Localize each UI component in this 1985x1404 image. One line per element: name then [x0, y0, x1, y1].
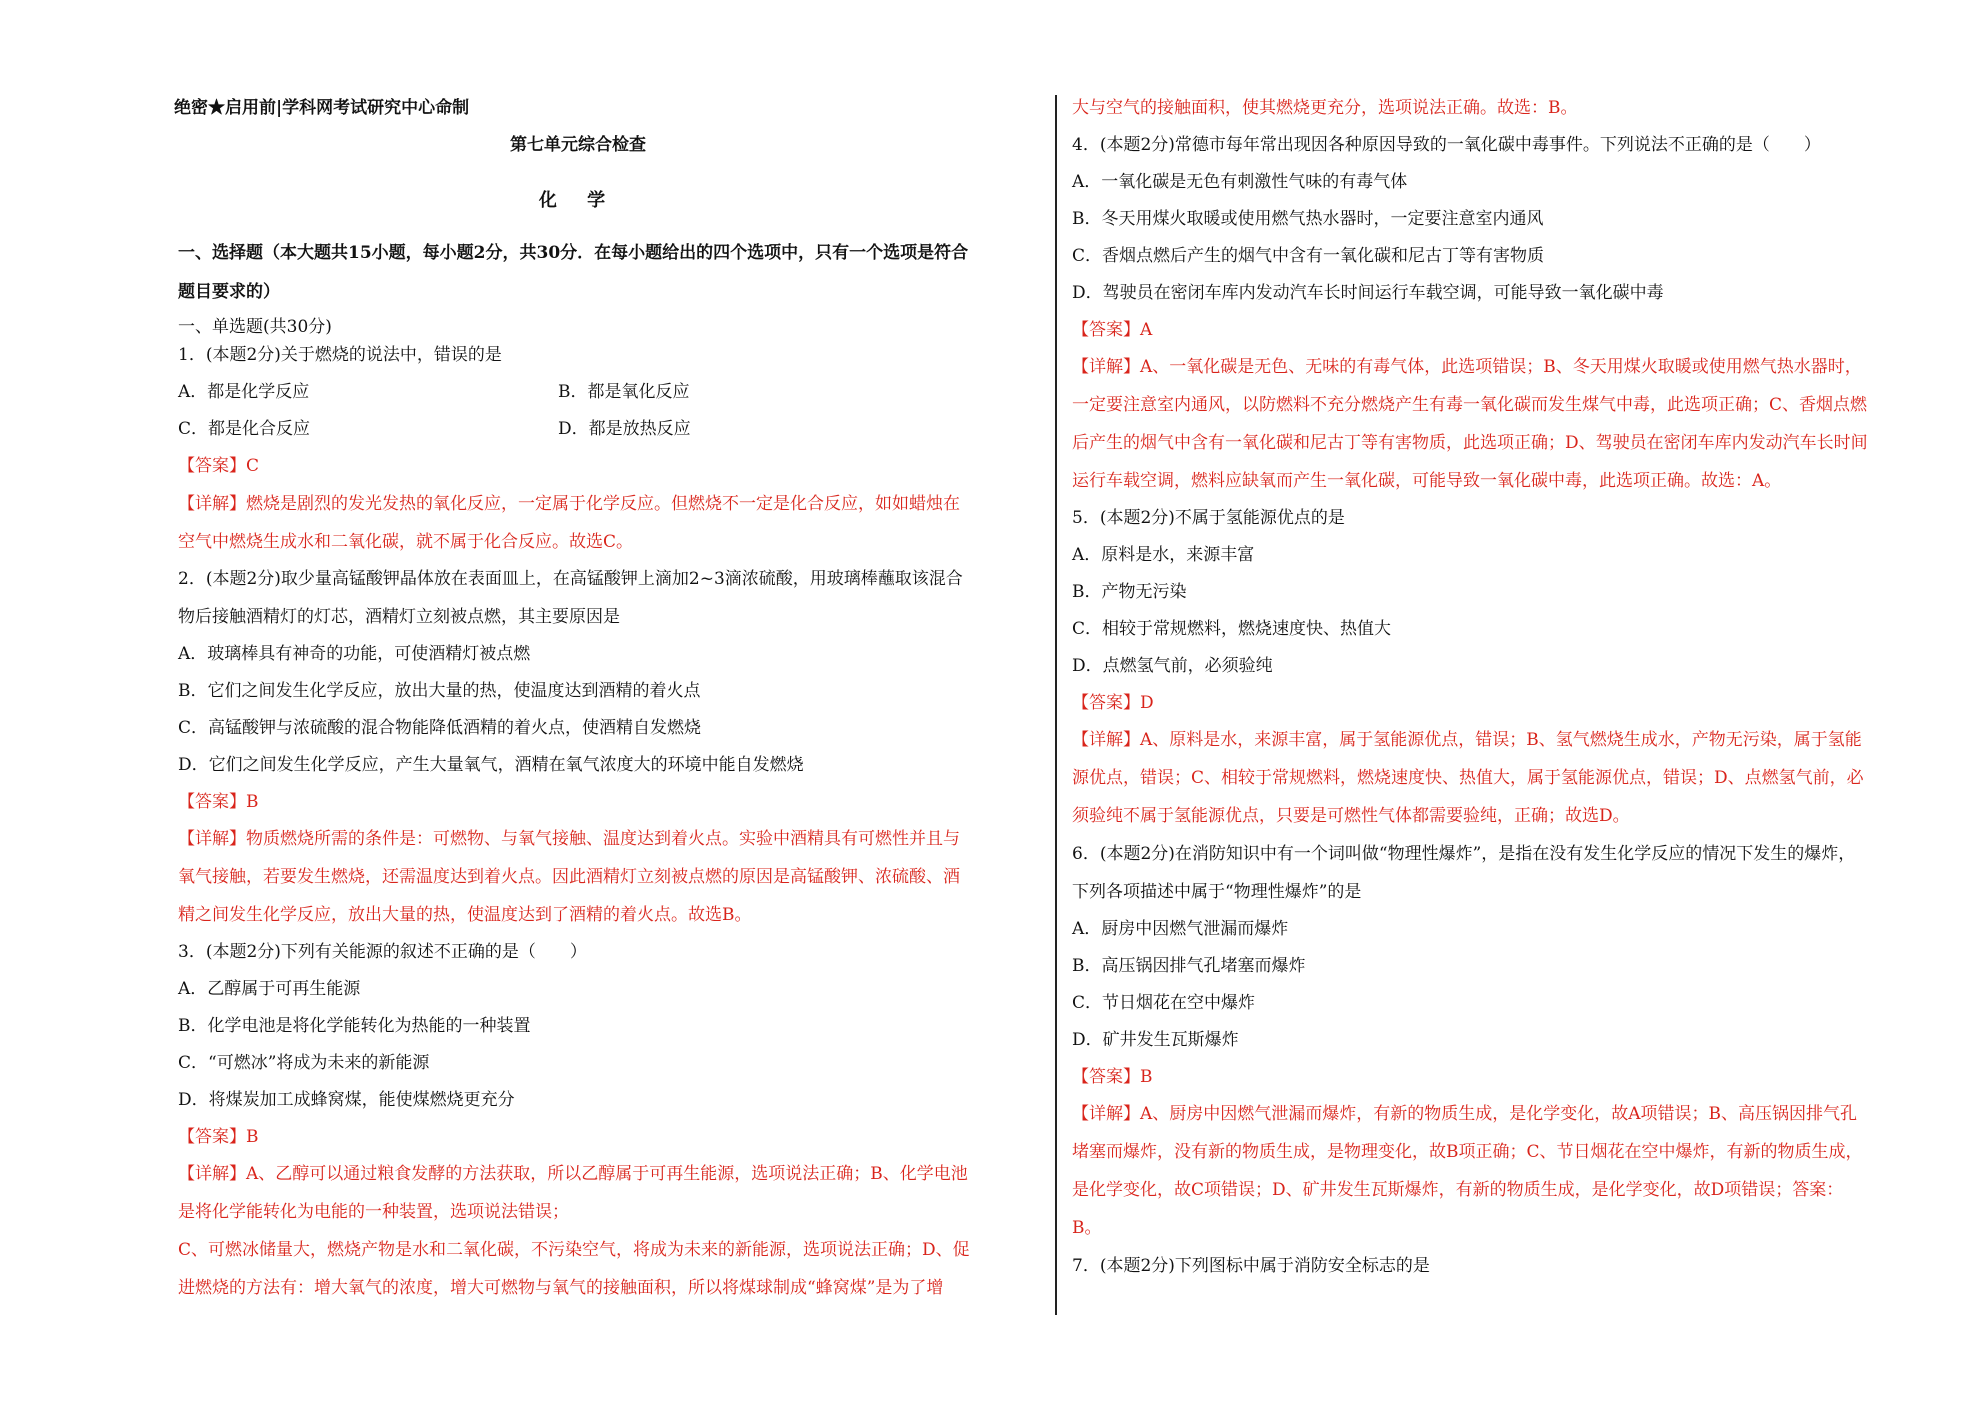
q2-stem-line1: 2．(本题2分)取少量高锰酸钾晶体放在表面皿上，在高锰酸钾上滴加2~3滴浓硫酸，用玻璃棒蘸取该混合: [178, 569, 963, 589]
q1-option-a: A．都是化学反应: [178, 382, 310, 402]
q4-detail-line2: 一定要注意室内通风，以防燃料不充分燃烧产生有毒一氧化碳而发生煤气中毒，此选项正确；C、香烟点燃: [1072, 395, 1868, 415]
q4-stem: 4．(本题2分)常德市每年常出现因各种原因导致的一氧化碳中毒事件。下列说法不正确的是（ ）: [1072, 135, 1821, 155]
q4-option-a: A．一氧化碳是无色有刺激性气味的有毒气体: [1072, 172, 1408, 192]
q6-detail-line3: 是化学变化，故C项错误；D、矿井发生瓦斯爆炸，有新的物质生成，是化学变化，故D项错误；答案：: [1072, 1180, 1844, 1200]
q2-detail-line1: 【详解】物质燃烧所需的条件是：可燃物、与氧气接触、温度达到着火点。实验中酒精具有可燃性并且与: [178, 829, 960, 849]
q5-stem: 5．(本题2分)不属于氢能源优点的是: [1072, 508, 1345, 528]
q5-detail-line2: 源优点，错误；C、相较于常规燃料，燃烧速度快、热值大，属于氢能源优点，错误；D、点燃氢气前，必: [1072, 768, 1864, 788]
header-note: 绝密★启用前|学科网考试研究中心命制: [174, 98, 470, 118]
q3-detail-line1: 【详解】A、乙醇可以通过粮食发酵的方法获取，所以乙醇属于可再生能源，选项说法正确；B、化学电池: [178, 1164, 968, 1184]
q3-answer: 【答案】B: [178, 1127, 259, 1147]
q3-option-d: D．将煤炭加工成蜂窝煤，能使煤燃烧更充分: [178, 1090, 515, 1110]
q4-option-b: B．冬天用煤火取暖或使用燃气热水器时，一定要注意室内通风: [1072, 209, 1544, 229]
q2-option-b: B．它们之间发生化学反应，放出大量的热，使温度达到酒精的着火点: [178, 681, 701, 701]
q4-option-c: C．香烟点燃后产生的烟气中含有一氧化碳和尼古丁等有害物质: [1072, 246, 1545, 266]
q1-answer: 【答案】C: [178, 456, 260, 476]
q1-detail-line2: 空气中燃烧生成水和二氧化碳，就不属于化合反应。故选C。: [178, 532, 634, 552]
q6-answer: 【答案】B: [1072, 1067, 1153, 1087]
q3-detail-continued: 大与空气的接触面积，使其燃烧更充分，选项说法正确。故选：B。: [1072, 98, 1578, 118]
q2-stem-line2: 物后接触酒精灯的灯芯，酒精灯立刻被点燃，其主要原因是: [178, 607, 620, 627]
q6-option-c: C．节日烟花在空中爆炸: [1072, 993, 1256, 1013]
q6-detail-line1: 【详解】A、厨房中因燃气泄漏而爆炸，有新的物质生成，是化学变化，故A项错误；B、高压锅因排气孔: [1072, 1104, 1858, 1124]
q1-option-c: C．都是化合反应: [178, 419, 311, 439]
subject-title: 化 学: [538, 190, 618, 211]
q2-option-a: A．玻璃棒具有神奇的功能，可使酒精灯被点燃: [178, 644, 531, 664]
q2-detail-line2: 氧气接触，若要发生燃烧，还需温度达到着火点。因此酒精灯立刻被点燃的原因是高锰酸钾、浓硫酸、酒: [178, 867, 960, 887]
q6-detail-line4: B。: [1072, 1218, 1102, 1238]
q5-option-c: C．相较于常规燃料，燃烧速度快、热值大: [1072, 619, 1392, 639]
q6-stem-line1: 6．(本题2分)在消防知识中有一个词叫做“物理性爆炸”，是指在没有发生化学反应的情况下发生的爆炸，: [1072, 844, 1856, 864]
q3-detail-line2: 是将化学能转化为电能的一种装置，选项说法错误；: [178, 1202, 569, 1222]
q3-detail-line4: 进燃烧的方法有：增大氧气的浓度，增大可燃物与氧气的接触面积，所以将煤球制成“蜂窝煤”是为了增: [178, 1278, 944, 1298]
q3-option-c: C．“可燃冰”将成为未来的新能源: [178, 1053, 430, 1073]
page-title: 第七单元综合检查: [510, 135, 646, 155]
q5-option-a: A．原料是水，来源丰富: [1072, 545, 1255, 565]
subsection-heading: 一、单选题(共30分): [178, 317, 332, 337]
q6-detail-line2: 堵塞而爆炸，没有新的物质生成，是物理变化，故B项正确；C、节日烟花在空中爆炸，有新的物质生成，: [1072, 1142, 1863, 1162]
q4-answer: 【答案】A: [1072, 320, 1153, 340]
q6-option-d: D．矿井发生瓦斯爆炸: [1072, 1030, 1239, 1050]
q3-detail-line3: C、可燃冰储量大，燃烧产物是水和二氧化碳，不污染空气，将成为未来的新能源，选项说法正确；D、促: [178, 1240, 970, 1260]
q6-option-b: B．高压锅因排气孔堵塞而爆炸: [1072, 956, 1306, 976]
q4-detail-line3: 后产生的烟气中含有一氧化碳和尼古丁等有害物质，此选项正确；D、驾驶员在密闭车库内发动汽车长时间: [1072, 433, 1868, 453]
q5-option-b: B．产物无污染: [1072, 582, 1187, 602]
q4-option-d: D．驾驶员在密闭车库内发动汽车长时间运行车载空调，可能导致一氧化碳中毒: [1072, 283, 1664, 303]
q1-option-b: B．都是氧化反应: [558, 382, 690, 402]
q5-detail-line3: 须验纯不属于氢能源优点，只要是可燃性气体都需要验纯，正确；故选D。: [1072, 806, 1630, 826]
q1-detail-line1: 【详解】燃烧是剧烈的发光发热的氧化反应，一定属于化学反应。但燃烧不一定是化合反应，如如蜡烛在: [178, 494, 960, 514]
column-divider: [1055, 95, 1057, 1315]
q6-stem-line2: 下列各项描述中属于“物理性爆炸”的是: [1072, 882, 1362, 902]
q1-stem: 1．(本题2分)关于燃烧的说法中，错误的是: [178, 345, 502, 365]
q5-detail-line1: 【详解】A、原料是水，来源丰富，属于氢能源优点，错误；B、氢气燃烧生成水，产物无污染，属于氢能: [1072, 730, 1862, 750]
q5-option-d: D．点燃氢气前，必须验纯: [1072, 656, 1273, 676]
q7-stem: 7．(本题2分)下列图标中属于消防安全标志的是: [1072, 1256, 1430, 1276]
q4-detail-line4: 运行车载空调，燃料应缺氧而产生一氧化碳，可能导致一氧化碳中毒，此选项正确。故选：A。: [1072, 471, 1782, 491]
section-heading-line2: 题目要求的）: [178, 282, 280, 302]
q2-detail-line3: 精之间发生化学反应，放出大量的热，使温度达到了酒精的着火点。故选B。: [178, 905, 752, 925]
q2-answer: 【答案】B: [178, 792, 259, 812]
section-heading-line1: 一、选择题（本大题共15小题，每小题2分，共30分．在每小题给出的四个选项中，只有一个选项是符合: [178, 243, 969, 263]
q1-option-d: D．都是放热反应: [558, 419, 691, 439]
q3-stem: 3．(本题2分)下列有关能源的叙述不正确的是（ ）: [178, 942, 587, 962]
q6-option-a: A．厨房中因燃气泄漏而爆炸: [1072, 919, 1289, 939]
q5-answer: 【答案】D: [1072, 693, 1154, 713]
q2-option-d: D．它们之间发生化学反应，产生大量氧气，酒精在氧气浓度大的环境中能自发燃烧: [178, 755, 804, 775]
q3-option-a: A．乙醇属于可再生能源: [178, 979, 361, 999]
q4-detail-line1: 【详解】A、一氧化碳是无色、无味的有毒气体，此选项错误；B、冬天用煤火取暖或使用燃气热水器时，: [1072, 357, 1862, 377]
q2-option-c: C．高锰酸钾与浓硫酸的混合物能降低酒精的着火点，使酒精自发燃烧: [178, 718, 702, 738]
q3-option-b: B．化学电池是将化学能转化为热能的一种装置: [178, 1016, 531, 1036]
